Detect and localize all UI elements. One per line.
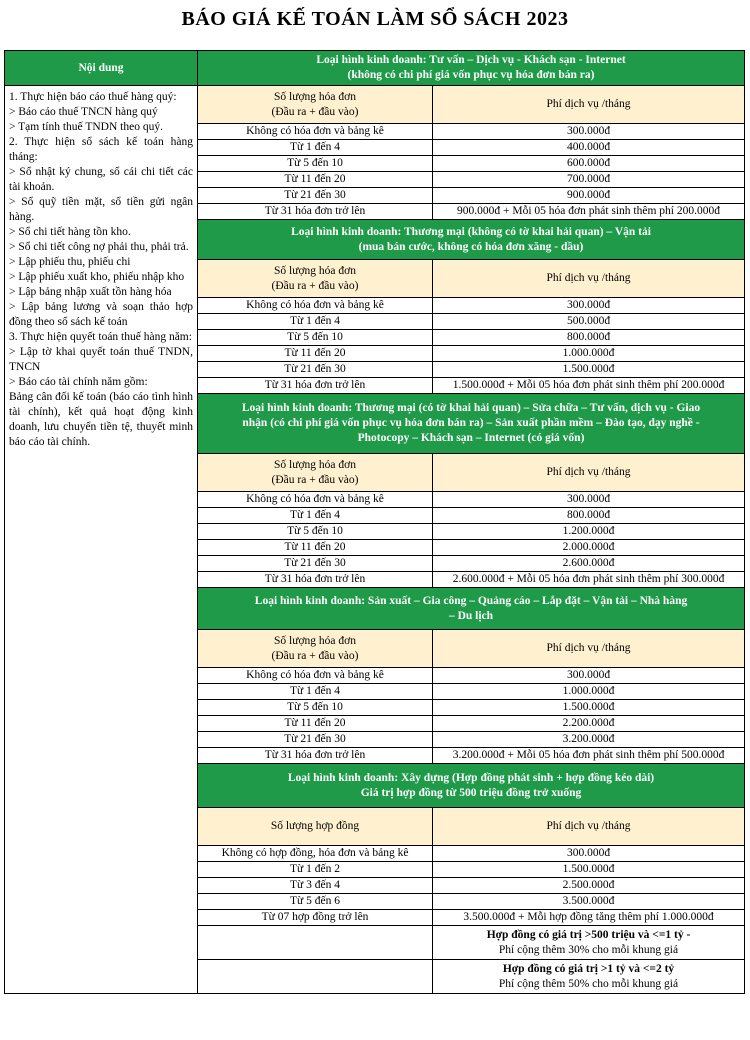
text-line: nhận (có chi phí giá vốn phục vụ hóa đơn bán ra) – Sản xuất phần mềm – Đào tạo, dạy nghề -: [242, 417, 700, 429]
fee-cell: 2.600.000đ: [433, 556, 745, 572]
fee-cell: 1.500.000đ: [433, 700, 745, 716]
fee-cell: 800.000đ: [433, 330, 745, 346]
surcharge-note: [433, 960, 745, 994]
quantity-header: [198, 630, 433, 668]
content-description: [5, 86, 198, 994]
fee-cell: 900.000đ + Mỗi 05 hóa đơn phát sinh thêm phí 200.000đ: [433, 204, 745, 220]
text-line: (Đầu ra + đầu vào): [271, 473, 359, 486]
content-header: Nội dung: [5, 51, 198, 86]
table-row: [5, 86, 745, 124]
fee-header: Phí dịch vụ /tháng: [433, 808, 745, 846]
quantity-cell: Từ 1 đến 4: [198, 314, 433, 330]
content-line: 2. Thực hiện sổ sách kế toán hàng tháng:: [9, 136, 193, 163]
quantity-cell: Từ 21 đến 30: [198, 556, 433, 572]
section-heading: [198, 394, 745, 454]
fee-cell: 3.200.000đ: [433, 732, 745, 748]
quantity-cell: Từ 1 đến 4: [198, 508, 433, 524]
fee-cell: 3.500.000đ: [433, 894, 745, 910]
fee-cell: 500.000đ: [433, 314, 745, 330]
text-line: Số lượng hóa đơn: [274, 634, 356, 647]
note-detail: Phí cộng thêm 30% cho mỗi khung giá: [498, 943, 679, 956]
text-line: Số lượng hóa đơn: [274, 264, 356, 277]
content-line: > Tạm tính thuế TNDN theo quý.: [9, 121, 163, 133]
fee-cell: 300.000đ: [433, 492, 745, 508]
text-line: Số lượng hợp đồng: [270, 820, 360, 832]
fee-cell: 700.000đ: [433, 172, 745, 188]
fee-cell: 2.200.000đ: [433, 716, 745, 732]
empty-cell: [198, 960, 433, 994]
content-line: > Báo cáo tài chính năm gồm:: [9, 376, 148, 388]
text-line: Loại hình kinh doanh: Tư vấn – Dịch vụ - Khách sạn - Internet: [316, 54, 626, 66]
text-line: Số lượng hóa đơn: [274, 90, 356, 103]
fee-cell: 2.500.000đ: [433, 878, 745, 894]
quantity-cell: Từ 11 đến 20: [198, 346, 433, 362]
fee-cell: 3.500.000đ + Mỗi hợp đồng tăng thêm phí 1.000.000đ: [433, 910, 745, 926]
quantity-cell: Từ 11 đến 20: [198, 540, 433, 556]
section-heading: [198, 764, 745, 808]
note-title: Hợp đồng có giá trị >1 tỷ và <=2 tỷ: [502, 962, 675, 975]
text-line: – Du lịch: [448, 609, 494, 622]
quantity-cell: Từ 31 hóa đơn trở lên: [198, 204, 433, 220]
quantity-cell: Từ 31 hóa đơn trở lên: [198, 572, 433, 588]
text-line: (Đầu ra + đầu vào): [271, 279, 359, 292]
empty-cell: [198, 926, 433, 960]
fee-cell: 1.500.000đ: [433, 362, 745, 378]
quantity-cell: Từ 3 đến 4: [198, 878, 433, 894]
page-title: BÁO GIÁ KẾ TOÁN LÀM SỔ SÁCH 2023: [181, 8, 569, 30]
quantity-cell: Từ 21 đến 30: [198, 362, 433, 378]
quantity-header: [198, 454, 433, 492]
content-line: Bảng cân đối kế toán (báo cáo tình hình tài chính), kết quả hoạt động kinh doanh, lưu chuyển tiền tệ, thuyết minh báo cáo tài chính.: [9, 391, 193, 448]
fee-cell: 600.000đ: [433, 156, 745, 172]
note-detail: Phí cộng thêm 50% cho mỗi khung giá: [498, 977, 679, 990]
section-heading: [198, 220, 745, 260]
quantity-cell: Từ 11 đến 20: [198, 716, 433, 732]
quantity-cell: Từ 11 đến 20: [198, 172, 433, 188]
quantity-cell: Không có hợp đồng, hóa đơn và bảng kê: [198, 846, 433, 862]
fee-header: Phí dịch vụ /tháng: [433, 454, 745, 492]
text-line: Loại hình kinh doanh: Sản xuất – Gia công – Quảng cáo – Lắp đặt – Vận tải – Nhà hàng: [254, 594, 688, 607]
fee-cell: 3.200.000đ + Mỗi 05 hóa đơn phát sinh thêm phí 500.000đ: [433, 748, 745, 764]
quantity-header: [198, 260, 433, 298]
fee-cell: 1.500.000đ: [433, 862, 745, 878]
fee-cell: 300.000đ: [433, 668, 745, 684]
text-line: Giá trị hợp đồng từ 500 triệu đồng trở xuống: [360, 786, 582, 799]
content-line: > Lập phiếu xuất kho, phiếu nhập kho: [9, 271, 185, 283]
text-line: (không có chi phí giá vốn phục vụ hóa đơn bán ra): [347, 69, 595, 81]
content-line: > Sổ chi tiết hàng tồn kho.: [9, 226, 131, 238]
table-row: [5, 51, 745, 86]
fee-cell: 300.000đ: [433, 298, 745, 314]
quantity-cell: Từ 31 hóa đơn trở lên: [198, 748, 433, 764]
quantity-cell: Từ 21 đến 30: [198, 188, 433, 204]
quantity-cell: Từ 31 hóa đơn trở lên: [198, 378, 433, 394]
fee-header: Phí dịch vụ /tháng: [433, 86, 745, 124]
section-heading: [198, 588, 745, 630]
content-line: > Sổ chi tiết công nợ phải thu, phải trả.: [9, 241, 189, 253]
fee-cell: 1.000.000đ: [433, 346, 745, 362]
content-line: > Lập bảng nhập xuất tồn hàng hóa: [9, 286, 172, 298]
fee-cell: 300.000đ: [433, 124, 745, 140]
content-line: 3. Thực hiện quyết toán thuế hàng năm:: [9, 331, 192, 343]
text-line: Loại hình kinh doanh: Thương mại (không có tờ khai hải quan) – Vận tải: [291, 225, 651, 238]
text-line: (mua bán cước, không có hóa đơn xăng - dầu): [358, 240, 584, 253]
text-line: Loại hình kinh doanh: Xây dựng (Hợp đồng phát sinh + hợp đồng kéo dài): [287, 771, 655, 784]
note-title: Hợp đồng có giá trị >500 triệu và <=1 tỷ -: [486, 928, 691, 941]
quantity-header: [198, 808, 433, 846]
quantity-cell: Từ 5 đến 10: [198, 700, 433, 716]
quantity-cell: Từ 5 đến 10: [198, 330, 433, 346]
quantity-cell: Từ 1 đến 2: [198, 862, 433, 878]
quantity-cell: Từ 5 đến 10: [198, 524, 433, 540]
fee-cell: 2.000.000đ: [433, 540, 745, 556]
surcharge-note: [433, 926, 745, 960]
quantity-cell: Từ 5 đến 6: [198, 894, 433, 910]
content-line: > Lập tờ khai quyết toán thuế TNDN, TNCN: [9, 346, 193, 373]
quantity-cell: Từ 5 đến 10: [198, 156, 433, 172]
fee-cell: 400.000đ: [433, 140, 745, 156]
text-line: Photocopy – Khách sạn – Internet (có giá vốn): [357, 432, 585, 444]
content-line: 1. Thực hiện báo cáo thuế hàng quý:: [9, 91, 177, 103]
fee-cell: 800.000đ: [433, 508, 745, 524]
quantity-cell: Từ 1 đến 4: [198, 684, 433, 700]
price-table: [4, 50, 745, 994]
quantity-cell: Không có hóa đơn và bảng kê: [198, 668, 433, 684]
fee-cell: 2.600.000đ + Mỗi 05 hóa đơn phát sinh thêm phí 300.000đ: [433, 572, 745, 588]
fee-cell: 1.500.000đ + Mỗi 05 hóa đơn phát sinh thêm phí 200.000đ: [433, 378, 745, 394]
content-line: > Lập bảng lương và soạn thảo hợp đồng theo sổ sách kế toán: [9, 301, 193, 328]
quantity-header: [198, 86, 433, 124]
quantity-cell: Từ 1 đến 4: [198, 140, 433, 156]
fee-cell: 900.000đ: [433, 188, 745, 204]
content-line: > Sổ nhật ký chung, sổ cái chi tiết các tài khoản.: [9, 166, 193, 193]
fee-cell: 1.200.000đ: [433, 524, 745, 540]
text-line: Số lượng hóa đơn: [274, 458, 356, 471]
quantity-cell: Không có hóa đơn và bảng kê: [198, 124, 433, 140]
text-line: (Đầu ra + đầu vào): [271, 105, 359, 118]
content-line: > Lập phiếu thu, phiếu chi: [9, 256, 131, 268]
content-line: > Báo cáo thuế TNCN hàng quý: [9, 106, 158, 118]
quantity-cell: Từ 21 đến 30: [198, 732, 433, 748]
section-heading: [198, 51, 745, 86]
quantity-cell: Không có hóa đơn và bảng kê: [198, 298, 433, 314]
content-line: > Sổ quỹ tiền mặt, sổ tiền gửi ngân hàng.: [9, 196, 193, 223]
quantity-cell: Không có hóa đơn và bảng kê: [198, 492, 433, 508]
fee-cell: 1.000.000đ: [433, 684, 745, 700]
fee-cell: 300.000đ: [433, 846, 745, 862]
fee-header: Phí dịch vụ /tháng: [433, 630, 745, 668]
fee-header: Phí dịch vụ /tháng: [433, 260, 745, 298]
quantity-cell: Từ 07 hợp đồng trở lên: [198, 910, 433, 926]
text-line: Loại hình kinh doanh: Thương mại (có tờ khai hải quan) – Sửa chữa – Tư vấn, dịch vụ - Giao: [241, 402, 701, 414]
text-line: (Đầu ra + đầu vào): [271, 649, 359, 662]
